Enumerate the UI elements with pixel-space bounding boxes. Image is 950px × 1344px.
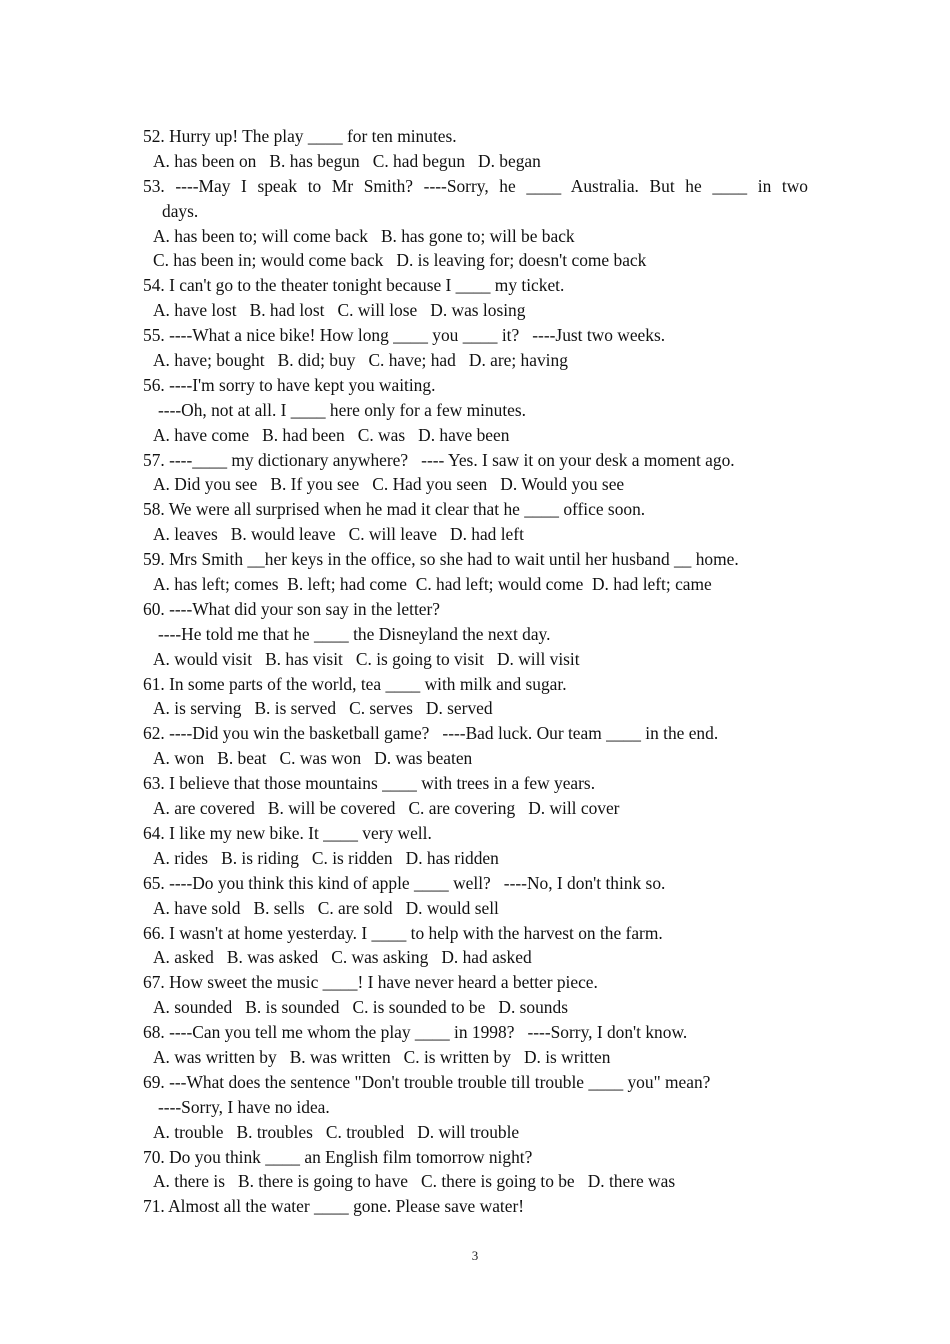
answer-options: A. won B. beat C. was won D. was beaten	[153, 748, 473, 769]
question-line: 64. I like my new bike. It ____ very well.	[143, 822, 432, 843]
answer-options: A. are covered B. will be covered C. are covering D. will cover	[153, 798, 620, 819]
question-line: 69. ---What does the sentence "Don't trouble trouble till trouble ____ you" mean?	[143, 1071, 711, 1092]
question-line: 56. ----I'm sorry to have kept you waiting.	[143, 374, 436, 395]
question-line: 66. I wasn't at home yesterday. I ____ to help with the harvest on the farm.	[143, 922, 663, 943]
question-line: 62. ----Did you win the basketball game? ----Bad luck. Our team ____ in the end.	[143, 723, 719, 744]
answer-options: C. has been in; would come back D. is leaving for; doesn't come back	[153, 250, 647, 271]
question-line: 58. We were all surprised when he mad it clear that he ____ office soon.	[143, 499, 646, 520]
answer-options: A. leaves B. would leave C. will leave D. had left	[153, 524, 524, 545]
answer-options: A. has been to; will come back B. has gone to; will be back	[153, 225, 575, 246]
answer-options: A. has been on B. has begun C. had begun D. began	[153, 150, 541, 171]
question-line: 65. ----Do you think this kind of apple ____ well? ----No, I don't think so.	[143, 872, 666, 893]
answer-options: A. rides B. is riding C. is ridden D. has ridden	[153, 847, 499, 868]
question-list	[143, 124, 808, 1219]
answer-options: A. is serving B. is served C. serves D. served	[153, 698, 493, 719]
question-line: 55. ----What a nice bike! How long ____ you ____ it? ----Just two weeks.	[143, 325, 666, 346]
question-line: 54. I can't go to the theater tonight because I ____ my ticket.	[143, 275, 565, 296]
page-number: 3	[471, 1248, 479, 1263]
answer-options: A. was written by B. was written C. is written by D. is written	[153, 1046, 611, 1067]
answer-options: A. have; bought B. did; buy C. have; had D. are; having	[153, 350, 568, 371]
answer-options: A. there is B. there is going to have C. there is going to be D. there was	[153, 1171, 676, 1192]
answer-options: A. have sold B. sells C. are sold D. would sell	[153, 897, 499, 918]
question-line: 53. ----May I speak to Mr Smith? ----Sorry, he ____ Australia. But he ____ in two	[143, 175, 808, 196]
question-line: 57. ----____ my dictionary anywhere? ---- Yes. I saw it on your desk a moment ago.	[143, 449, 735, 470]
question-line: 67. How sweet the music ____! I have never heard a better piece.	[143, 972, 598, 993]
question-continuation: ----He told me that he ____ the Disneyland the next day.	[158, 623, 551, 644]
answer-options: A. asked B. was asked C. was asking D. had asked	[153, 947, 532, 968]
answer-options: A. Did you see B. If you see C. Had you seen D. Would you see	[153, 474, 625, 495]
question-line: 71. Almost all the water ____ gone. Please save water!	[143, 1196, 525, 1217]
answer-options: A. have lost B. had lost C. will lose D. was losing	[153, 300, 526, 321]
question-line: 63. I believe that those mountains ____ with trees in a few years.	[143, 773, 596, 794]
question-line: 60. ----What did your son say in the letter?	[143, 598, 440, 619]
answer-options: A. would visit B. has visit C. is going to visit D. will visit	[153, 648, 580, 669]
question-line: 52. Hurry up! The play ____ for ten minutes.	[143, 126, 457, 146]
answer-options: A. trouble B. troubles C. troubled D. will trouble	[153, 1121, 520, 1142]
question-continuation: days.	[162, 200, 199, 221]
question-continuation: ----Sorry, I have no idea.	[158, 1096, 330, 1117]
answer-options: A. sounded B. is sounded C. is sounded to be D. sounds	[153, 997, 568, 1018]
answer-options: A. have come B. had been C. was D. have been	[153, 424, 510, 445]
question-line: 61. In some parts of the world, tea ____ with milk and sugar.	[143, 673, 567, 694]
question-line: 70. Do you think ____ an English film tomorrow night?	[143, 1146, 533, 1167]
question-line: 59. Mrs Smith __her keys in the office, so she had to wait until her husband __ home.	[143, 549, 739, 570]
question-continuation: ----Oh, not at all. I ____ here only for a few minutes.	[158, 399, 526, 420]
question-line: 68. ----Can you tell me whom the play ____ in 1998? ----Sorry, I don't know.	[143, 1022, 688, 1043]
answer-options: A. has left; comes B. left; had come C. had left; would come D. had left; came	[153, 574, 712, 595]
